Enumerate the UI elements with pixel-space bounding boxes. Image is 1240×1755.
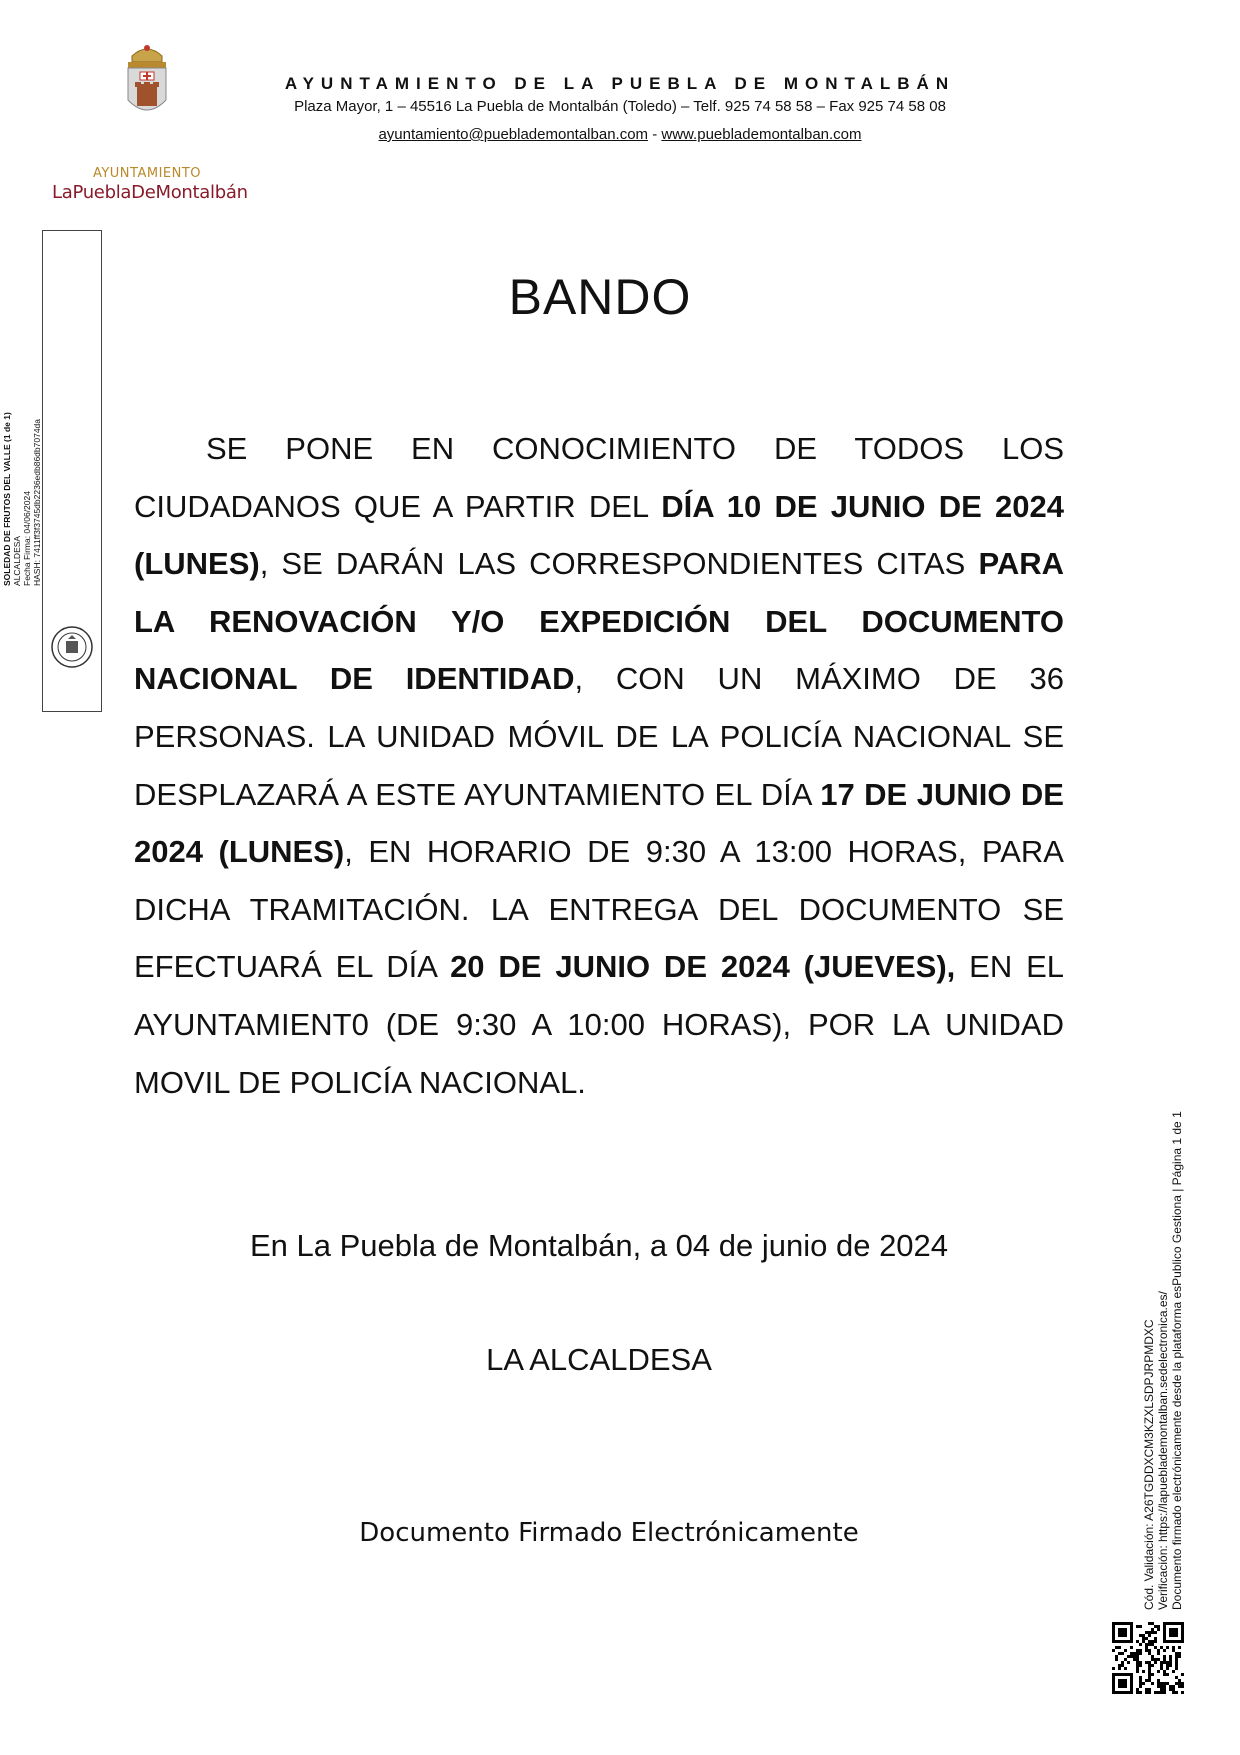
verification-url: Verificación: https://lapueblademontalban.sedelectronica.es/ [1156,1291,1170,1610]
body-segment-5: EN EL AYUNTAMIENT0 (DE 9:30 A 10:00 HORAS), POR LA UNIDAD MOVIL DE POLICÍA NACIONAL. [134,949,1064,1100]
body-segment-3: , CON UN MÁXIMO DE 36 PERSONAS. LA UNIDAD MÓVIL DE LA POLICÍA NACIONAL SE DESPLAZARÁ A ESTE AYUNTAMIENTO EL DÍA [134,661,1064,812]
body-date-highlight-2: 17 DE JUNIO DE 2024 (LUNES) [134,776,1064,870]
link-separator: - [652,126,658,143]
qr-code-icon[interactable] [1112,1622,1184,1694]
header-links [250,126,990,143]
platform-note: Documento firmado electrónicamente desde la plataforma esPublico Gestiona | Página 1 de 1 [1170,1111,1184,1610]
validation-code: Cód. Validación: A26TGDDXCM3KZXLSDPJRPMDXC [1142,1319,1156,1610]
website-link[interactable]: www.pueblademontalban.com [661,126,862,143]
logo-text-bottom: LaPueblaDeMontalbán [52,182,248,203]
signature-date: Fecha Firma: 04/06/2024 [22,491,32,586]
municipal-logo [52,42,248,203]
body-segment-4: , EN HORARIO DE 9:30 A 13:00 HORAS, PARA DICHA TRAMITACIÓN. LA ENTREGA DEL DOCUMENTO SE EFECTUARÁ EL DÍA [134,834,1064,985]
signer-name: SOLEDAD DE FRUTOS DEL VALLE (1 de 1) [2,412,12,586]
signer-title: LA ALCALDESA [486,1342,712,1377]
body-segment-1: SE PONE EN CONOCIMIENTO DE TODOS LOS CIUDADANOS QUE A PARTIR DEL [134,431,1064,524]
document-title: BANDO [508,269,692,325]
email-link[interactable]: ayuntamiento@pueblademontalban.com [378,126,649,143]
body-segment-2: , SE DARÁN LAS CORRESPONDIENTES CITAS [259,546,979,582]
signature-info [2,316,42,586]
official-seal-icon [50,625,94,669]
place-and-date: En La Puebla de Montalbán, a 04 de junio de 2024 [249,1228,949,1263]
signature-hash: HASH: 7411ff3f3745db2236edb86db7074da [32,418,42,586]
verification-info [1142,1090,1184,1610]
body-date-highlight-1: DÍA 10 DE JUNIO DE 2024 (LUNES) [134,488,1064,582]
header-address: Plaza Mayor, 1 – 45516 La Puebla de Montalbán (Toledo) – Telf. 925 74 58 58 – Fax 925 74 58 08 [294,98,946,115]
announcement-body [134,420,1064,1111]
body-dni-highlight: PARA LA RENOVACIÓN Y/O EXPEDICIÓN DEL DOCUMENTO NACIONAL DE IDENTIDAD [134,546,1064,697]
logo-text-top: AYUNTAMIENTO [92,166,202,181]
coat-of-arms-icon [118,42,176,122]
header-title: AYUNTAMIENTO DE LA PUEBLA DE MONTALBÁN [284,74,956,93]
body-date-highlight-3: 20 DE JUNIO DE 2024 (JUEVES), [450,949,956,985]
electronic-signature-note: Documento Firmado Electrónicamente [359,1518,859,1548]
signer-role: ALCALDESA [12,535,22,586]
